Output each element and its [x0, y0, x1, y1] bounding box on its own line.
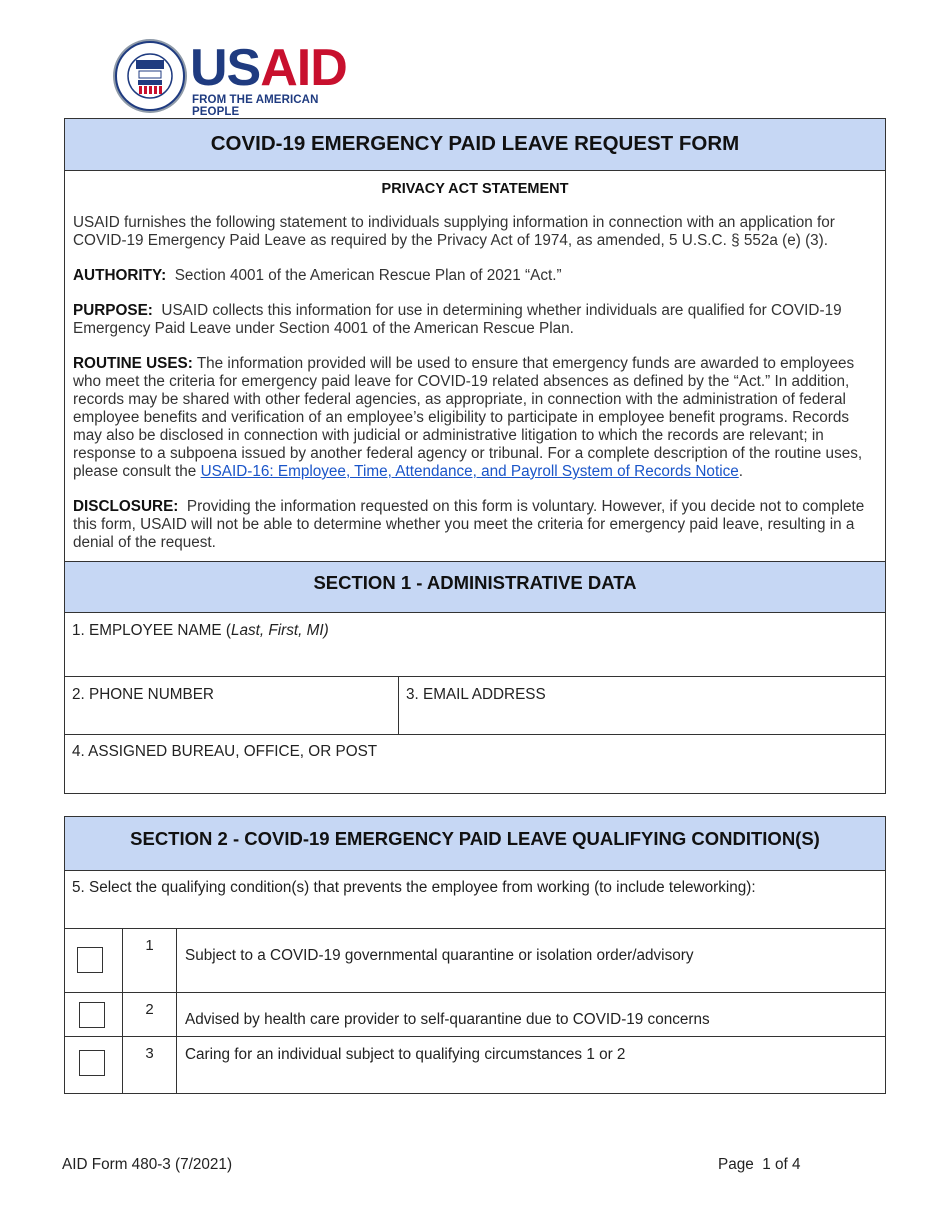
form-main-box — [64, 118, 886, 794]
condition-number: 2 — [123, 993, 177, 1036]
privacy-heading: PRIVACY ACT STATEMENT — [381, 181, 569, 197]
privacy-purpose: PURPOSE: USAID collects this information for use in determining whether individuals are qualified for COVID-19 Emergency Paid Leave under Section 4001 of the American Rescue Plan. — [73, 302, 842, 337]
privacy-intro: USAID furnishes the following statement to individuals supplying information in connection with an application for COVID-19 Emergency Paid Leave as required by the Privacy Act of 1974, as amended, 5 U.S.C. § 552a (e) (3). — [73, 214, 835, 249]
section2-box — [64, 816, 886, 1094]
condition-text: Advised by health care provider to self-quarantine due to COVID-19 concerns — [185, 1011, 710, 1028]
privacy-routine-uses: ROUTINE USES: The information provided will be used to ensure that emergency funds are awarded to employees who meet the criteria for emergency paid leave for COVID-19 related absences as defined by the “Act.” In addition, records may be shared with other federal agencies, as appropriate, in connection with the administration of federal employee benefits and verification of an employee’s eligibility to participate in employee benefit programs. Records may also be disclosed in connection with judicial or administrative litigation to which the records are relevant; in response to a subpoena issued by another federal agency or tribunal. For a complete description of the routine uses, please consult the USAID-16: Employee, Time, Attendance, and Payroll System of Records Notice. — [73, 355, 863, 480]
condition-row — [65, 993, 885, 1037]
usaid-logo — [112, 38, 352, 118]
usaid-tagline: FROM THE AMERICAN PEOPLE — [192, 94, 319, 118]
page-number: Page 1 of 4 — [718, 1156, 801, 1173]
assigned-bureau-field[interactable]: 4. ASSIGNED BUREAU, OFFICE, OR POST — [72, 743, 378, 760]
form-title: COVID-19 EMERGENCY PAID LEAVE REQUEST FORM — [65, 119, 885, 171]
condition-text: Subject to a COVID-19 governmental quarantine or isolation order/advisory — [185, 947, 694, 964]
sorn-link[interactable]: USAID-16: Employee, Time, Attendance, and Payroll System of Records Notice — [200, 463, 739, 480]
email-address-field[interactable]: 3. EMAIL ADDRESS — [406, 686, 546, 703]
usaid-seal-icon — [112, 38, 188, 114]
qualifying-question: 5. Select the qualifying condition(s) that prevents the employee from working (to include teleworking): — [65, 871, 885, 929]
usaid-wordmark: USAID — [190, 39, 347, 97]
form-id: AID Form 480-3 (7/2021) — [62, 1156, 233, 1173]
phone-number-field[interactable]: 2. PHONE NUMBER — [65, 677, 399, 734]
condition-2-checkbox[interactable] — [79, 1002, 105, 1028]
condition-text: Caring for an individual subject to qualifying circumstances 1 or 2 — [185, 1046, 626, 1063]
condition-3-checkbox[interactable] — [79, 1050, 105, 1076]
section1-header: SECTION 1 - ADMINISTRATIVE DATA — [65, 561, 885, 613]
privacy-disclosure: DISCLOSURE: Providing the information requested on this form is voluntary. However, if you decide not to complete this form, USAID will not be able to determine whether you meet the criteria for emergency paid leave, resulting in a denial of the request. — [73, 498, 865, 551]
condition-row — [65, 1037, 885, 1093]
condition-number: 3 — [123, 1037, 177, 1093]
privacy-act-statement — [65, 180, 885, 552]
section2-header: SECTION 2 - COVID-19 EMERGENCY PAID LEAVE QUALIFYING CONDITION(S) — [65, 817, 885, 871]
condition-number: 1 — [123, 929, 177, 992]
employee-name-field[interactable]: 1. EMPLOYEE NAME (Last, First, MI) — [72, 622, 329, 639]
condition-1-checkbox[interactable] — [77, 947, 103, 973]
privacy-authority: AUTHORITY: Section 4001 of the American Rescue Plan of 2021 “Act.” — [73, 267, 562, 284]
condition-row — [65, 929, 885, 993]
